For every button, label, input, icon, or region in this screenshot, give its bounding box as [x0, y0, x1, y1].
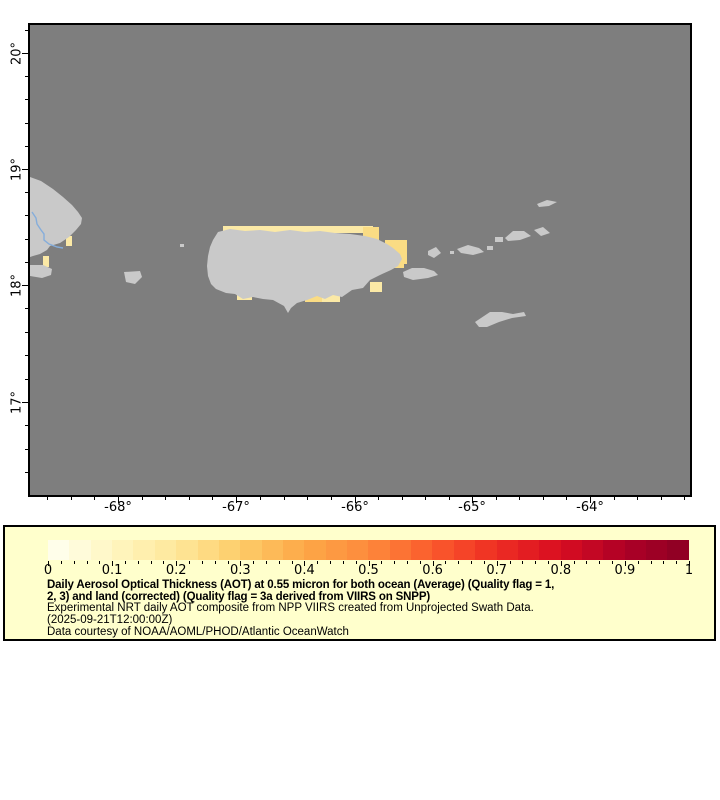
vieques-island	[403, 268, 438, 280]
colorbar-step	[582, 540, 603, 560]
legend-credit: Data courtesy of NOAA/AOML/PHOD/Atlantic OceanWatch	[47, 625, 349, 638]
colorbar-step	[69, 540, 90, 560]
lon-minor-tick	[402, 497, 403, 500]
lon-minor-tick	[260, 497, 261, 500]
legend-box	[3, 525, 716, 641]
lon-minor-tick	[331, 497, 332, 500]
colorbar-step	[326, 540, 347, 560]
colorbar-minor-tick	[638, 561, 639, 564]
colorbar-step	[454, 540, 475, 560]
colorbar-minor-tick	[266, 561, 267, 564]
st-thomas-island	[457, 245, 484, 255]
st-john-island	[487, 246, 493, 250]
colorbar-step	[48, 540, 69, 560]
lat-minor-tick	[25, 215, 28, 216]
lon-minor-tick	[496, 497, 497, 500]
colorbar-minor-tick	[151, 561, 152, 564]
lat-minor-tick	[25, 472, 28, 473]
lat-minor-tick	[25, 239, 28, 240]
colorbar-minor-tick	[535, 561, 536, 564]
lat-tick-label: 18°	[9, 273, 25, 298]
lon-minor-tick	[284, 497, 285, 500]
colorbar-step	[603, 540, 624, 560]
colorbar-minor-tick	[599, 561, 600, 564]
lat-minor-tick	[25, 308, 28, 309]
colorbar-step	[283, 540, 304, 560]
hispaniola-landmass	[30, 177, 82, 257]
colorbar-step	[539, 540, 560, 560]
colorbar-tick-label: 0.1	[101, 563, 123, 578]
colorbar-minor-tick	[394, 561, 395, 564]
virgin-gorda-island	[534, 227, 550, 236]
colorbar-minor-tick	[74, 561, 75, 564]
lon-tick-label: -65°	[458, 500, 486, 515]
colorbar-tick-label: 0.6	[422, 563, 443, 578]
lon-minor-tick	[189, 497, 190, 500]
lat-minor-tick	[25, 99, 28, 100]
lon-minor-tick	[165, 497, 166, 500]
legend-text	[47, 580, 554, 639]
lon-minor-tick	[94, 497, 95, 500]
colorbar-tick-label: 0.5	[358, 563, 379, 578]
colorbar-minor-tick	[330, 561, 331, 564]
colorbar-minor-tick	[189, 561, 190, 564]
colorbar-step	[347, 540, 368, 560]
map-canvas	[30, 25, 690, 495]
aot-colorbar	[48, 540, 689, 560]
lon-minor-tick	[378, 497, 379, 500]
lat-minor-tick	[25, 146, 28, 147]
colorbar-minor-tick	[381, 561, 382, 564]
lon-minor-tick	[47, 497, 48, 500]
colorbar-minor-tick	[138, 561, 139, 564]
colorbar-step	[176, 540, 197, 560]
colorbar-tick-label: 0.4	[294, 563, 315, 578]
colorbar-minor-tick	[522, 561, 523, 564]
lat-minor-tick	[25, 123, 28, 124]
lon-tick-label: -66°	[341, 500, 369, 515]
colorbar-minor-tick	[61, 561, 62, 564]
colorbar-minor-tick	[458, 561, 459, 564]
colorbar-minor-tick	[317, 561, 318, 564]
lon-minor-tick	[566, 497, 567, 500]
lon-tick-label: -68°	[104, 500, 132, 515]
lon-minor-tick	[543, 497, 544, 500]
colorbar-step	[390, 540, 411, 560]
colorbar-minor-tick	[202, 561, 203, 564]
islet-east	[495, 237, 503, 242]
lat-tick-label: 20°	[9, 41, 25, 66]
colorbar-minor-tick	[215, 561, 216, 564]
colorbar-minor-tick	[87, 561, 88, 564]
lat-tick-label: 17°	[9, 390, 25, 415]
lat-minor-tick	[25, 30, 28, 31]
colorbar-minor-tick	[343, 561, 344, 564]
mona-island	[124, 271, 142, 284]
colorbar-step	[262, 540, 283, 560]
legend-title-line1: Daily Aerosol Optical Thickness (AOT) at 0.55 micron for both ocean (Average) (Quality flag = 1,	[47, 579, 555, 591]
legend-title-line2: 2, 3) and land (corrected) (Quality flag = 3a derived from VIIRS on SNPP)	[47, 590, 431, 603]
colorbar-tick-label: 0.7	[486, 563, 508, 578]
lat-minor-tick	[25, 262, 28, 263]
tortola-island	[505, 231, 531, 241]
puerto-rico-landmass	[207, 229, 402, 313]
legend-subtitle: Experimental NRT daily AOT composite from NPP VIIRS created from Unprojected Swath Data.	[47, 602, 534, 615]
colorbar-tick-label: 0.8	[550, 563, 572, 578]
colorbar-minor-tick	[445, 561, 446, 564]
colorbar-tick-label: 1	[684, 563, 694, 578]
colorbar-minor-tick	[651, 561, 652, 564]
colorbar-step	[240, 540, 261, 560]
lat-tick-label: 19°	[9, 157, 25, 182]
colorbar-minor-tick	[510, 561, 511, 564]
colorbar-minor-tick	[471, 561, 472, 564]
colorbar-minor-tick	[407, 561, 408, 564]
colorbar-step	[112, 540, 133, 560]
lon-minor-tick	[449, 497, 450, 500]
legend-timestamp: (2025-09-21T12:00:00Z)	[47, 614, 173, 627]
lon-minor-tick	[637, 497, 638, 500]
anegada-island	[537, 200, 557, 207]
colorbar-tick-label: 0.3	[229, 563, 251, 578]
colorbar-step	[518, 540, 539, 560]
colorbar-step	[304, 540, 325, 560]
lon-tick-label: -64°	[576, 500, 604, 515]
lon-minor-tick	[661, 497, 662, 500]
islet-west	[450, 251, 454, 254]
colorbar-tick-label: 0.2	[165, 563, 187, 578]
lon-minor-tick	[684, 497, 685, 500]
lon-minor-tick	[614, 497, 615, 500]
lat-minor-tick	[25, 192, 28, 193]
lat-minor-tick	[25, 355, 28, 356]
colorbar-step	[411, 540, 432, 560]
colorbar-minor-tick	[663, 561, 664, 564]
culebra-island	[428, 247, 441, 258]
lat-minor-tick	[25, 425, 28, 426]
colorbar-step	[198, 540, 219, 560]
lon-minor-tick	[425, 497, 426, 500]
colorbar-minor-tick	[253, 561, 254, 564]
lat-minor-tick	[25, 76, 28, 77]
lat-minor-tick	[25, 449, 28, 450]
lat-minor-tick	[25, 379, 28, 380]
colorbar-step	[625, 540, 646, 560]
colorbar-step	[646, 540, 667, 560]
lon-minor-tick	[519, 497, 520, 500]
colorbar-step	[368, 540, 389, 560]
colorbar-step	[91, 540, 112, 560]
colorbar-minor-tick	[586, 561, 587, 564]
colorbar-minor-tick	[574, 561, 575, 564]
st-croix-island	[475, 312, 526, 327]
lat-minor-tick	[25, 332, 28, 333]
colorbar-step	[667, 540, 688, 560]
colorbar-tick-label: 0	[43, 563, 53, 578]
colorbar-minor-tick	[279, 561, 280, 564]
colorbar-step	[432, 540, 453, 560]
map-plot-area	[28, 23, 692, 497]
colorbar-tick-label: 0.9	[614, 563, 636, 578]
lon-tick-label: -67°	[222, 500, 250, 515]
colorbar-step	[561, 540, 582, 560]
colorbar-step	[475, 540, 496, 560]
colorbar-minor-tick	[125, 561, 126, 564]
lon-minor-tick	[212, 497, 213, 500]
colorbar-step	[219, 540, 240, 560]
colorbar-step	[497, 540, 518, 560]
desecheo-island	[180, 244, 184, 247]
colorbar-step	[155, 540, 176, 560]
lon-minor-tick	[307, 497, 308, 500]
lon-minor-tick	[142, 497, 143, 500]
lon-minor-tick	[71, 497, 72, 500]
colorbar-step	[133, 540, 154, 560]
